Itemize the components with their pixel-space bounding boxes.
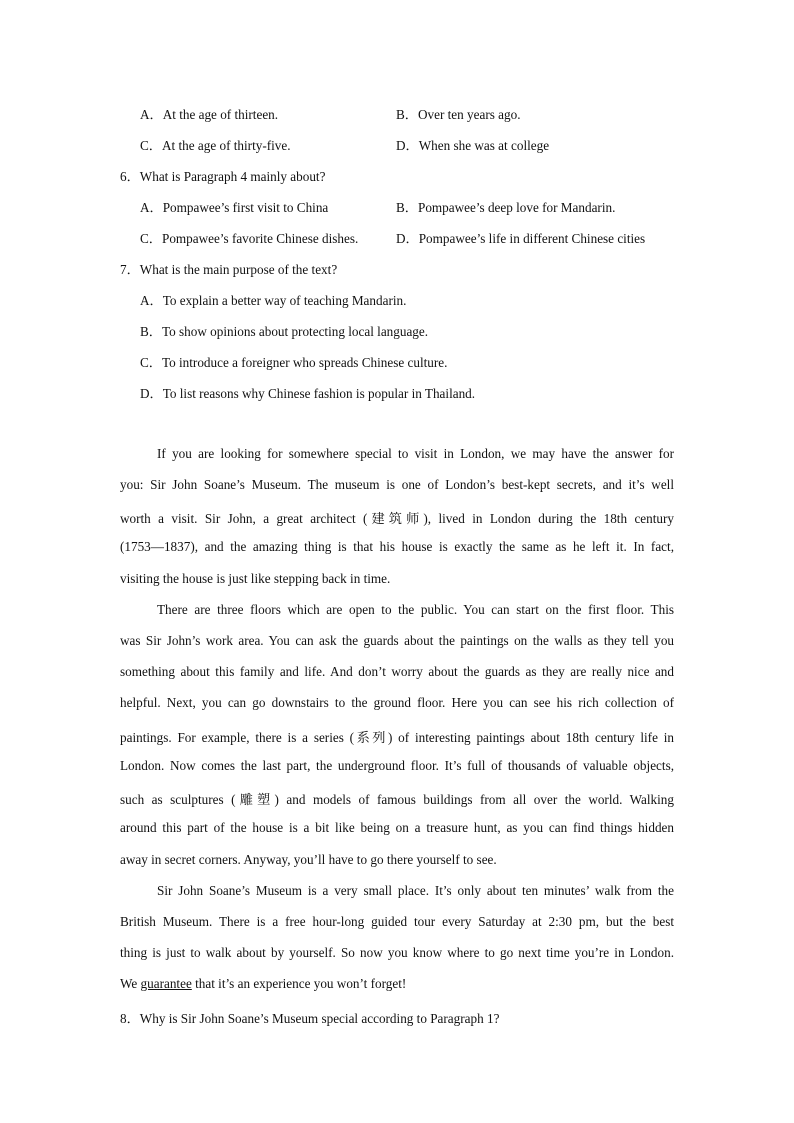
q7-option-d: D．To list reasons why Chinese fashion is popular in Thailand.: [140, 386, 476, 401]
paragraph-line: something about this family and life. And don’t worry about the guards as they are really nice and: [120, 664, 674, 679]
paragraph-line: thing is just to walk about by yourself. So now you know where to go next time you’re in London.: [120, 945, 674, 960]
paragraph-line: London. Now comes the last part, the underground floor. It’s full of thousands of valuable objects,: [120, 758, 674, 773]
q5-option-c: C．At the age of thirty-five.: [140, 138, 291, 153]
paragraph-line: around this part of the house is a bit like being on a treasure hunt, as you can find things hidden: [120, 820, 674, 835]
underlined-word: guarantee: [140, 976, 192, 991]
q7-option-b: B．To show opinions about protecting local language.: [140, 324, 429, 339]
paragraph-line: (1753—1837), and the amazing thing is that his house is exactly the same as he left it. In fact,: [120, 539, 674, 554]
paragraph-line: helpful. Next, you can go downstairs to the ground floor. Here you can see his rich collection of: [120, 695, 674, 710]
q7-stem: 7．What is the main purpose of the text?: [120, 262, 338, 277]
paragraph-line: [120, 976, 406, 992]
paragraph-line: paintings. For example, there is a series (系列) of interesting paintings about 18th century life in: [120, 730, 674, 745]
q6-stem: 6．What is Paragraph 4 mainly about?: [120, 169, 326, 184]
paragraph-line: worth a visit. Sir John, a great architect (建筑师), lived in London during the 18th century: [120, 511, 674, 526]
paragraph-line: was Sir John’s work area. You can ask the guards about the paintings on the walls as they tell you: [120, 633, 674, 648]
paragraph-line: you: Sir John Soane’s Museum. The museum is one of London’s best-kept secrets, and it’s well: [120, 477, 674, 492]
q8-stem: 8．Why is Sir John Soane’s Museum special according to Paragraph 1?: [120, 1011, 500, 1026]
paragraph-line: such as sculptures (雕塑) and models of famous buildings from all over the world. Walking: [120, 792, 674, 807]
paragraph-line: away in secret corners. Anyway, you’ll have to go there yourself to see.: [120, 852, 497, 867]
paragraph-line: There are three floors which are open to the public. You can start on the first floor. This: [157, 602, 674, 617]
text-fragment: that it’s an experience you won’t forget!: [191, 976, 407, 991]
paragraph-line: Sir John Soane’s Museum is a very small place. It’s only about ten minutes’ walk from the: [157, 883, 674, 898]
q5-option-a: A．At the age of thirteen.: [140, 107, 279, 122]
q6-option-b: B．Pompawee’s deep love for Mandarin.: [396, 200, 616, 215]
q5-option-d: D．When she was at college: [396, 138, 550, 153]
q6-option-c: C．Pompawee’s favorite Chinese dishes.: [140, 231, 359, 246]
paragraph-line: If you are looking for somewhere special to visit in London, we may have the answer for: [157, 446, 674, 461]
paragraph-line: British Museum. There is a free hour-long guided tour every Saturday at 2:30 pm, but the best: [120, 914, 674, 929]
q7-option-a: A．To explain a better way of teaching Mandarin.: [140, 293, 407, 308]
q6-option-a: A．Pompawee’s first visit to China: [140, 200, 329, 215]
q7-option-c: C．To introduce a foreigner who spreads Chinese culture.: [140, 355, 448, 370]
q6-option-d: D．Pompawee’s life in different Chinese cities: [396, 231, 646, 246]
q5-option-b: B．Over ten years ago.: [396, 107, 521, 122]
paragraph-line: visiting the house is just like stepping back in time.: [120, 571, 391, 586]
text-fragment: We: [120, 976, 141, 991]
